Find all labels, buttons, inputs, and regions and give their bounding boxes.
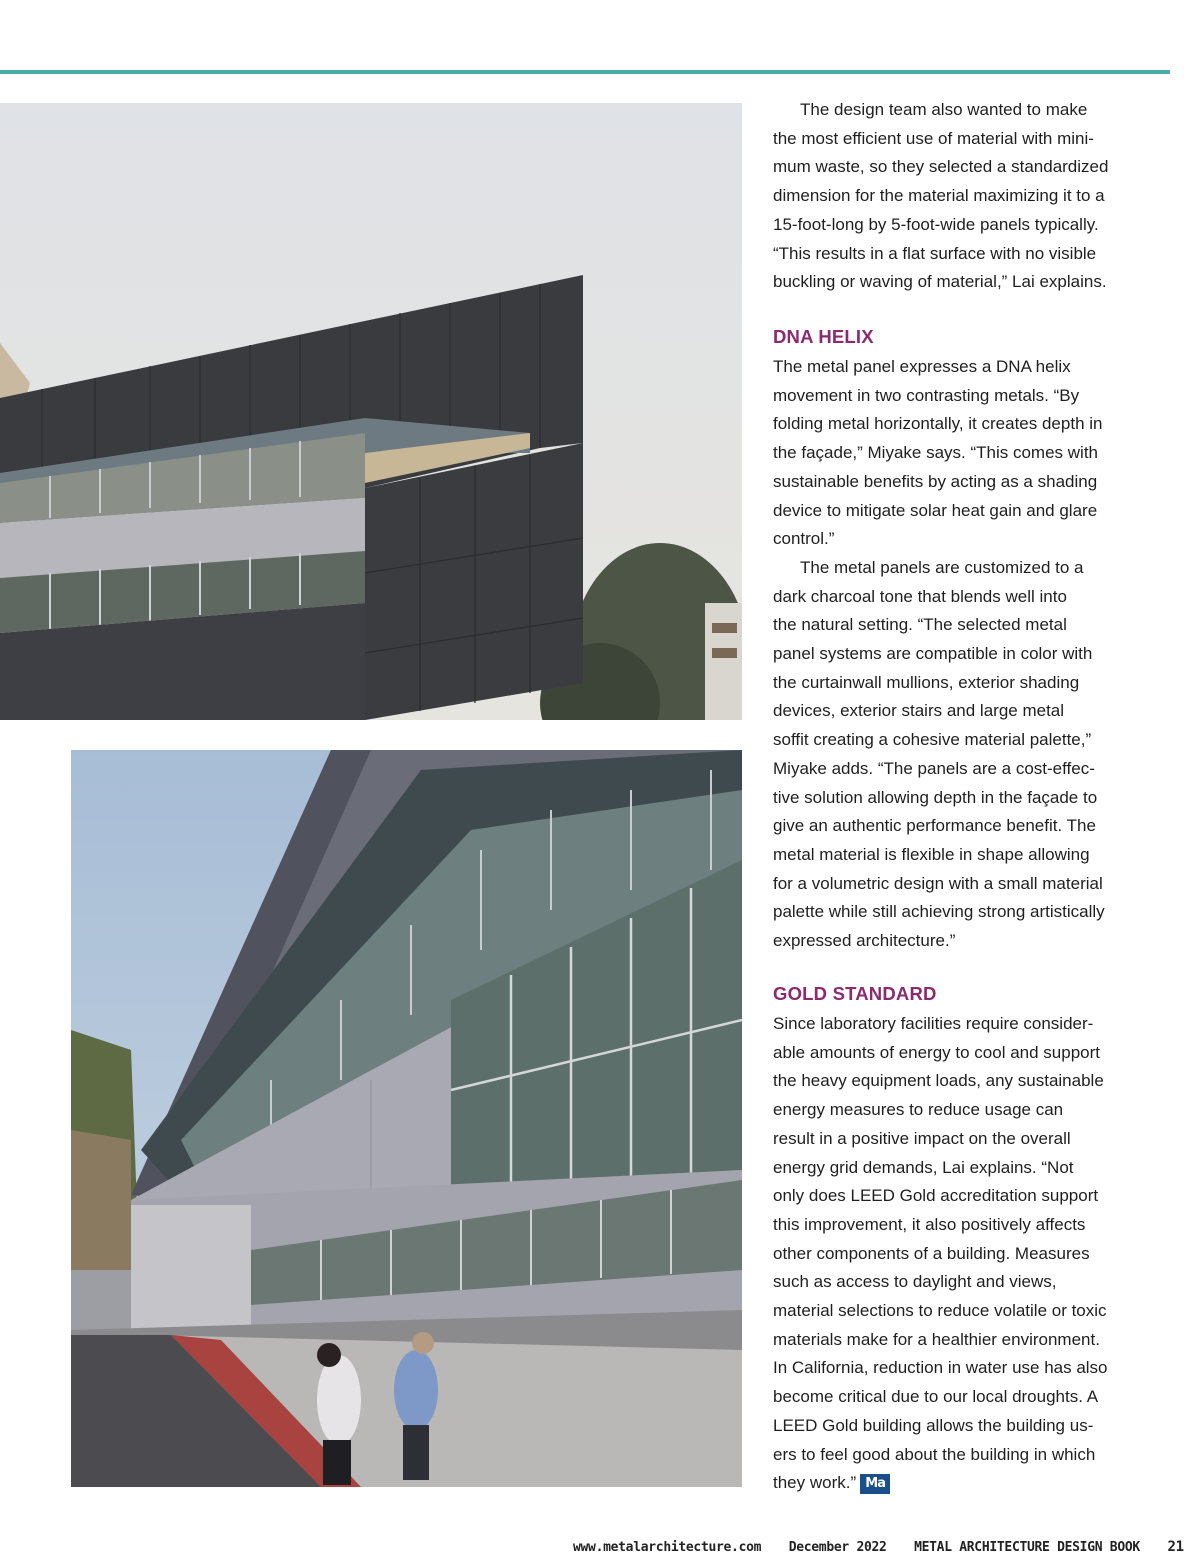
text-line: materials make for a healthier environment. bbox=[773, 1329, 1100, 1349]
text-line: panel systems are compatible in color with bbox=[773, 644, 1093, 664]
dna-helix-paragraph-1 bbox=[773, 353, 1135, 554]
page-number: 21 bbox=[1167, 1539, 1184, 1555]
text-line: result in a positive impact on the overall bbox=[773, 1128, 1071, 1148]
building-photo-bottom bbox=[71, 750, 742, 1487]
article-column bbox=[773, 96, 1135, 297]
section-dna-helix bbox=[773, 353, 1135, 956]
top-accent-rule bbox=[0, 70, 1170, 74]
text-line: palette while still achieving strong artistically bbox=[773, 902, 1105, 922]
text-line: The metal panels are customized to a bbox=[800, 557, 1084, 577]
text-line: Miyake adds. “The panels are a cost-effec- bbox=[773, 758, 1095, 778]
text-line: Since laboratory facilities require consider- bbox=[773, 1014, 1094, 1033]
text-line: the façade,” Miyake says. “This comes with bbox=[773, 443, 1099, 463]
text-line: 15-foot-long by 5-foot-wide panels typically. bbox=[773, 214, 1099, 234]
text-line: control.” bbox=[773, 529, 835, 549]
text-line: soffit creating a cohesive material palette,” bbox=[773, 730, 1092, 750]
last-text-line bbox=[773, 1469, 1135, 1498]
metal-architecture-end-mark-icon: Ma bbox=[860, 1474, 890, 1494]
footer-date: December 2022 bbox=[788, 1540, 887, 1555]
text-line: the natural setting. “The selected metal bbox=[773, 615, 1067, 635]
building-photo-top bbox=[0, 103, 742, 720]
text-line: expressed architecture.” bbox=[773, 931, 956, 951]
text-line: device to mitigate solar heat gain and glare bbox=[773, 500, 1098, 520]
text-line: mum waste, so they selected a standardized bbox=[773, 157, 1109, 177]
text-line: the most efficient use of material with mini- bbox=[773, 128, 1094, 148]
section-gold-standard bbox=[773, 1010, 1135, 1498]
gold-standard-paragraph bbox=[773, 1010, 1135, 1498]
text-line: ers to feel good about the building in which bbox=[773, 1444, 1096, 1464]
text-line: buckling or waving of material,” Lai explains. bbox=[773, 272, 1107, 292]
text-line: In California, reduction in water use has also bbox=[773, 1358, 1108, 1378]
text-line-end: they work.” bbox=[773, 1473, 857, 1493]
text-line: sustainable benefits by acting as a shading bbox=[773, 471, 1098, 491]
section-heading-dna-helix: DNA HELIX bbox=[773, 326, 874, 347]
text-line: metal material is flexible in shape allowing bbox=[773, 844, 1090, 864]
text-line: energy measures to reduce usage can bbox=[773, 1100, 1064, 1120]
text-line: energy grid demands, Lai explains. “Not bbox=[773, 1157, 1074, 1177]
footer-publication: METAL ARCHITECTURE DESIGN BOOK bbox=[914, 1540, 1140, 1555]
text-line: folding metal horizontally, it creates depth in bbox=[773, 414, 1103, 434]
text-line: such as access to daylight and views, bbox=[773, 1272, 1057, 1292]
text-line: LEED Gold building allows the building us- bbox=[773, 1415, 1094, 1435]
text-line: other components of a building. Measures bbox=[773, 1243, 1090, 1263]
section-heading-gold-standard: GOLD STANDARD bbox=[773, 983, 937, 1004]
intro-paragraph bbox=[773, 96, 1135, 297]
text-line: give an authentic performance benefit. The bbox=[773, 816, 1096, 836]
text-line: The metal panel expresses a DNA helix bbox=[773, 357, 1071, 376]
text-line: the curtainwall mullions, exterior shading bbox=[773, 672, 1080, 692]
text-line: dimension for the material maximizing it to a bbox=[773, 186, 1105, 206]
text-line: for a volumetric design with a small material bbox=[773, 873, 1103, 893]
dna-helix-paragraph-2 bbox=[773, 554, 1135, 956]
text-line: the heavy equipment loads, any sustainable bbox=[773, 1071, 1104, 1091]
text-line: this improvement, it also positively affects bbox=[773, 1214, 1086, 1234]
text-line: tive solution allowing depth in the façade to bbox=[773, 787, 1098, 807]
text-line: The design team also wanted to make bbox=[800, 100, 1088, 119]
text-line: dark charcoal tone that blends well into bbox=[773, 586, 1067, 606]
text-line: movement in two contrasting metals. “By bbox=[773, 385, 1080, 405]
text-line: material selections to reduce volatile or toxic bbox=[773, 1301, 1107, 1321]
text-line: able amounts of energy to cool and support bbox=[773, 1042, 1100, 1062]
text-line: only does LEED Gold accreditation support bbox=[773, 1186, 1099, 1206]
text-line: “This results in a flat surface with no visible bbox=[773, 243, 1097, 263]
footer-url: www.metalarchitecture.com bbox=[573, 1540, 762, 1555]
text-line: devices, exterior stairs and large metal bbox=[773, 701, 1065, 721]
text-line: become critical due to our local droughts. A bbox=[773, 1387, 1099, 1407]
page-footer bbox=[573, 1539, 1184, 1555]
